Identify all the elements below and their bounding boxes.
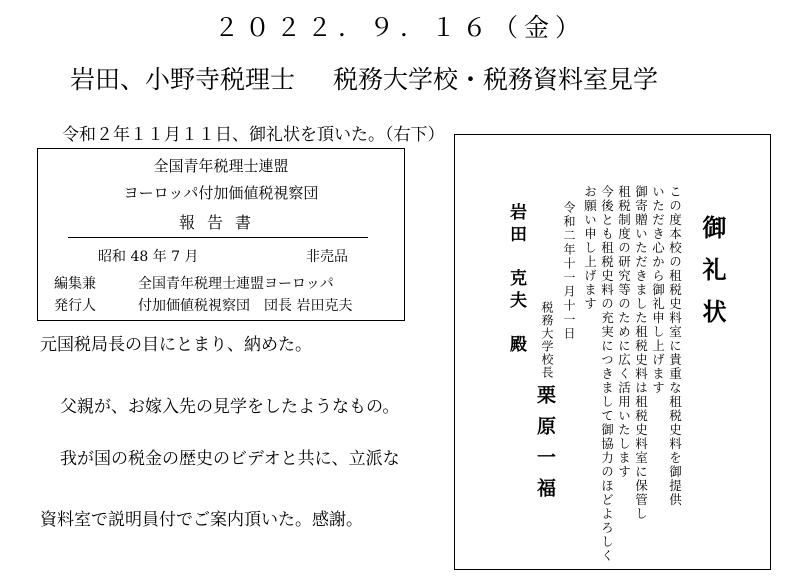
paragraph-line-5: 資料室で説明員付でご案内頂いた。感謝。 <box>40 510 363 530</box>
letter-date: 令和二年十一月十一日 <box>562 201 576 341</box>
thank-you-letter <box>454 134 771 570</box>
letter-body-line: お願い申し上げます <box>582 185 598 311</box>
report-date: 昭和 48 年 7 月 <box>98 249 199 265</box>
letter-body-line: 御寄贈いただきました租税史料は租税史料室に保管し <box>633 185 649 521</box>
letter-sender-name: 栗原一福 <box>534 385 556 509</box>
title-part-visit: 税務大学校・税務資料室見学 <box>333 65 659 94</box>
report-publisher: 付加価値税視察団 団長 岩田克夫 <box>138 298 353 314</box>
page-title <box>70 60 770 96</box>
paragraph-line-1: 令和２年１１月１１日、御礼状を頂いた。（右下） <box>62 125 445 145</box>
paragraph-line-4: 我が国の税金の歴史のビデオと共に、立派な <box>60 449 400 469</box>
report-sale-note: 非売品 <box>306 249 348 265</box>
report-editor-label: 編集兼 <box>54 276 96 292</box>
letter-recipient: 岩田 克夫 殿 <box>506 203 526 357</box>
report-editor: 全国青年税理士連盟ヨーロッパ <box>138 276 334 292</box>
title-part-names: 岩田、小野寺税理士 <box>70 65 296 94</box>
date-heading: ２０２２．９．１６（金） <box>213 13 586 42</box>
report-publisher-label: 発行人 <box>54 298 96 314</box>
report-doc-type: 報告書 <box>178 213 263 232</box>
letter-body-line: 租税制度の研究等のために広く活用いたします <box>616 185 632 479</box>
paragraph-line-2: 元国税局長の目にとまり、納めた。 <box>40 335 312 355</box>
letter-body-line: 今後とも租税史料の充実につきまして御協力のほどよろしく <box>599 185 615 563</box>
report-cover-box <box>37 148 405 321</box>
paragraph-line-3: 父親が、お嫁入先の見学をしたようなもの。 <box>60 397 400 417</box>
report-mission: ヨーロッパ付加価値税視察団 <box>123 184 319 202</box>
report-divider <box>68 237 368 238</box>
report-org: 全国青年税理士連盟 <box>153 157 289 175</box>
letter-body-line: いただき心から御礼申し上げます <box>650 185 666 395</box>
letter-body-line: この度本校の租税史料室に貴重な租税史料を御提供 <box>667 185 683 507</box>
letter-title: 御礼状 <box>698 215 727 341</box>
letter-sender-title: 税務大学校長 <box>540 301 554 379</box>
